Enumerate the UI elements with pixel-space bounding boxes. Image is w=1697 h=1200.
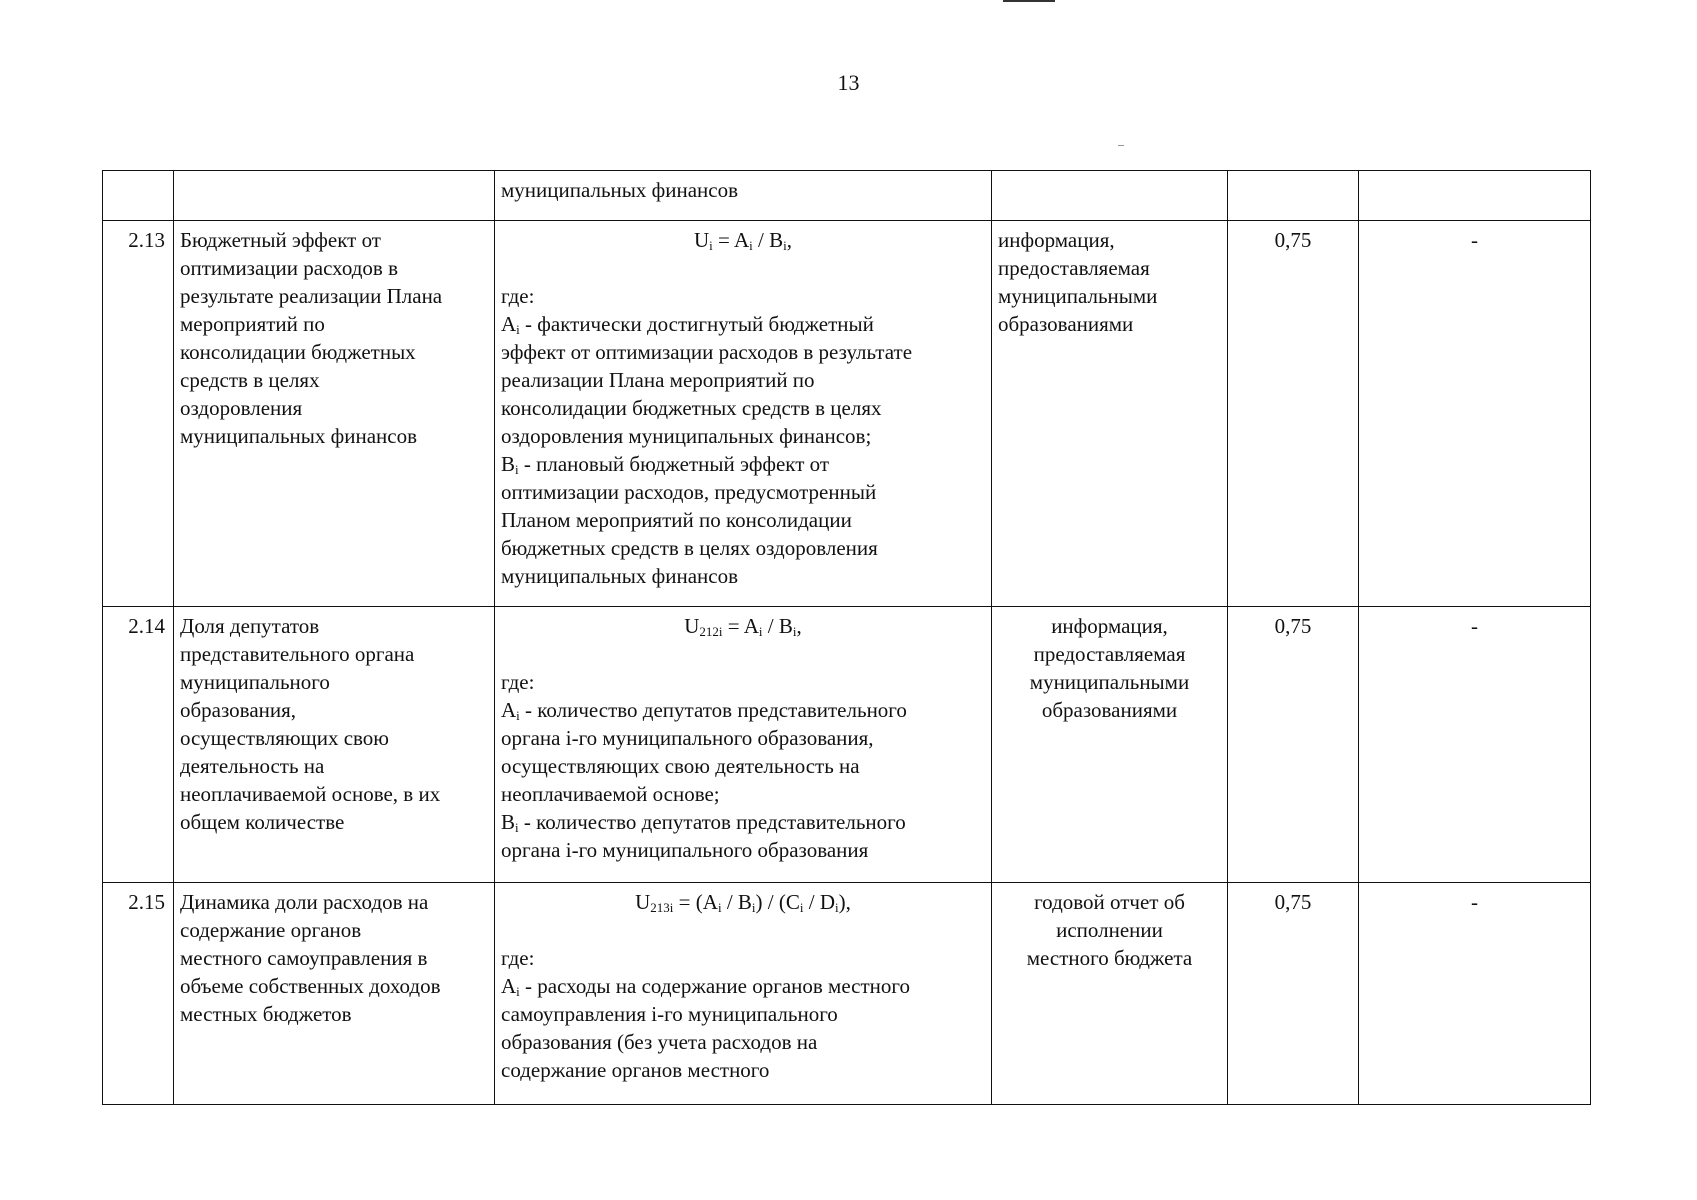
page-number: 13 (837, 70, 860, 95)
cell-weight: 0,75 (1228, 221, 1359, 607)
table-row (103, 883, 1591, 1105)
definition-line: бюджетных средств в целях оздоровления (501, 536, 878, 560)
definition-line: консолидации бюджетных средств в целях (501, 396, 882, 420)
formula-line: муниципальных финансов (501, 178, 739, 202)
definition-line: осуществляющих свою деятельность на (501, 754, 860, 778)
name-line: неоплачиваемой основе, в их (180, 782, 441, 806)
definition-line: неоплачиваемой основе; (501, 782, 720, 806)
definition-line: органа i-го муниципального образования (501, 838, 869, 862)
cell-formula (495, 883, 992, 1105)
definition-line: муниципальных финансов (501, 564, 739, 588)
source-line: местного бюджета (1026, 946, 1193, 970)
definition-line: $A_i$ - фактически достигнутый бюджетный (501, 312, 874, 337)
indicators-table (102, 170, 1591, 1105)
source-line: муниципальными (998, 284, 1158, 308)
cell-name (174, 221, 495, 607)
definition-line: образования (без учета расходов на (501, 1030, 818, 1054)
source-line: предоставляемая (1033, 642, 1186, 666)
source-line: исполнении (1056, 918, 1163, 942)
definition-line: $B_i$ - количество депутатов представительного (501, 810, 906, 835)
definition-line: оптимизации расходов, предусмотренный (501, 480, 877, 504)
where-label: где: (501, 284, 535, 308)
cell-name (174, 607, 495, 883)
name-line: объеме собственных доходов (180, 974, 441, 998)
top-edge-mark (1003, 0, 1055, 2)
cell-source (992, 607, 1228, 883)
formula: $U_i = A_i / B_i$, (694, 228, 792, 253)
cell-weight: 0,75 (1228, 607, 1359, 883)
name-line: образования, (180, 698, 297, 722)
name-line: местного самоуправления в (180, 946, 428, 970)
definition-line: самоуправления i-го муниципального (501, 1002, 838, 1026)
source-line: годовой отчет об (1034, 890, 1185, 914)
spacer (501, 254, 985, 282)
cell-formula (495, 607, 992, 883)
source-line: образованиями (1041, 698, 1178, 722)
cell-name (174, 883, 495, 1105)
table-row (103, 221, 1591, 607)
cell-weight: 0,75 (1228, 883, 1359, 1105)
name-line: муниципального (180, 670, 330, 694)
name-line: результате реализации Плана (180, 284, 443, 308)
cell-extra: - (1359, 607, 1591, 883)
name-line: Динамика доли расходов на (180, 890, 429, 914)
name-line: общем количестве (180, 810, 345, 834)
where-label: где: (501, 670, 535, 694)
cell-source (992, 171, 1228, 221)
scan-speck (1118, 145, 1124, 146)
name-line: осуществляющих свою (180, 726, 389, 750)
definition-line: оздоровления муниципальных финансов; (501, 424, 872, 448)
cell-extra (1359, 171, 1591, 221)
cell-formula (495, 171, 992, 221)
name-line: муниципальных финансов (180, 424, 418, 448)
source-line: информация, (1051, 614, 1168, 638)
spacer (501, 916, 985, 944)
cell-extra: - (1359, 883, 1591, 1105)
cell-num: 2.14 (103, 607, 174, 883)
formula: $U_{212i} = A_i / B_i$, (684, 614, 802, 639)
table-row-continuation (103, 171, 1591, 221)
formula: $U_{213i} = (A_i / B_i) / (C_i / D_i)$, (635, 890, 851, 915)
cell-source (992, 883, 1228, 1105)
name-line: оздоровления (180, 396, 303, 420)
cell-weight (1228, 171, 1359, 221)
source-line: информация, (998, 228, 1115, 252)
definition-line: реализации Плана мероприятий по (501, 368, 815, 392)
name-line: консолидации бюджетных (180, 340, 416, 364)
spacer (501, 640, 985, 668)
source-line: муниципальными (1029, 670, 1190, 694)
definition-line: эффект от оптимизации расходов в результате (501, 340, 913, 364)
table-body (103, 171, 1591, 1105)
name-line: содержание органов (180, 918, 362, 942)
definition-line: Планом мероприятий по консолидации (501, 508, 852, 532)
definition-line: $A_i$ - количество депутатов представительного (501, 698, 907, 723)
name-line: Доля депутатов (180, 614, 320, 638)
definition-line: содержание органов местного (501, 1058, 770, 1082)
cell-num (103, 171, 174, 221)
name-line: Бюджетный эффект от (180, 228, 381, 252)
definition-line: $B_i$ - плановый бюджетный эффект от (501, 452, 830, 477)
where-label: где: (501, 946, 535, 970)
source-line: предоставляемая (998, 256, 1150, 280)
definition-line: $A_i$ - расходы на содержание органов местного (501, 974, 910, 999)
cell-name (174, 171, 495, 221)
name-line: местных бюджетов (180, 1002, 352, 1026)
name-line: оптимизации расходов в (180, 256, 398, 280)
name-line: мероприятий по (180, 312, 325, 336)
cell-formula (495, 221, 992, 607)
definition-line: органа i-го муниципального образования, (501, 726, 874, 750)
cell-num: 2.13 (103, 221, 174, 607)
cell-source (992, 221, 1228, 607)
name-line: средств в целях (180, 368, 320, 392)
cell-num: 2.15 (103, 883, 174, 1105)
table-row (103, 607, 1591, 883)
name-line: представительного органа (180, 642, 415, 666)
source-line: образованиями (998, 312, 1134, 336)
cell-extra: - (1359, 221, 1591, 607)
name-line: деятельность на (180, 754, 325, 778)
